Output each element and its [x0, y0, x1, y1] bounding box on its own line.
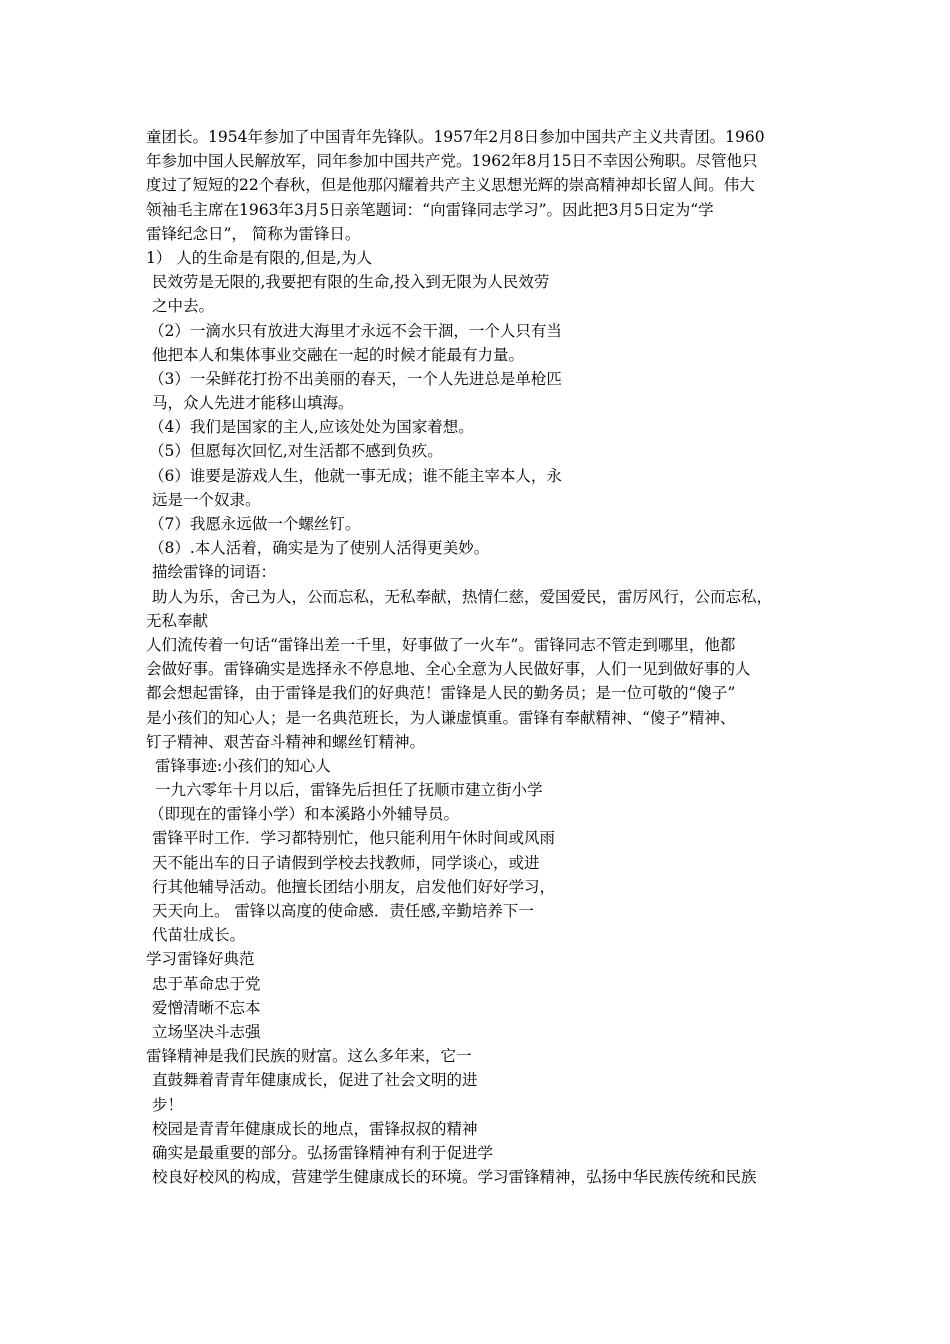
section-heading: 学习雷锋好典范 [146, 950, 255, 969]
text-line: 钉子精神、艰苦奋斗精神和螺丝钉精神。 [146, 732, 426, 751]
text-line: 步！ [152, 1095, 184, 1114]
verse-line: 爱憎清晰不忘本 [152, 998, 261, 1017]
text-line: 他把本人和集体事业交融在一起的时候才能最有力量。 [152, 345, 525, 364]
quote-item-2: （2）一滴水只有放进大海里才永远不会干涸，一个人只有当 [149, 321, 562, 340]
text-line: 是小孩们的知心人；是一名典范班长，为人谦虚慎重。雷锋有奉献精神、“傻子”精神、 [146, 708, 736, 727]
text-line: 天天向上。 雷锋以高度的使命感．责任感,辛勤培养下一 [152, 902, 534, 920]
text-line: 直鼓舞着青青年健康成长，促进了社会文明的进 [152, 1071, 478, 1090]
text-line: 领袖毛主席在1963年3月5日亲笔题词：“向雷锋同志学习”。因此把3月5日定为“学 [146, 200, 714, 219]
text-line: 远是一个奴隶。 [152, 490, 261, 509]
text-line: 雷锋纪念日”， 简称为雷锋日。 [146, 224, 361, 243]
quote-item-6: （6）谁要是游戏人生，他就一事无成；谁不能主宰本人，永 [149, 466, 562, 485]
text-line: 校园是青青年健康成长的地点，雷锋叔叔的精神 [152, 1119, 478, 1138]
document-body [146, 125, 826, 1189]
section-heading: 描绘雷锋的词语： [152, 563, 277, 582]
text-line: 天不能出车的日子请假到学校去找教师，同学谈心，或进 [152, 853, 540, 872]
text-line: 都会想起雷锋，由于雷锋是我们的好典范！雷锋是人民的勤务员；是一位可敬的“傻子” [146, 684, 736, 703]
text-line: 年参加中国人民解放军，同年参加中国共产党。1962年8月15日不幸因公殉职。尽管他只 [146, 152, 758, 171]
text-line: 确实是最重要的部分。弘扬雷锋精神有利于促进学 [152, 1143, 494, 1162]
text-line: （即现在的雷锋小学）和本溪路小外辅导员。 [149, 805, 460, 824]
verse-line: 立场坚决斗志强 [152, 1022, 261, 1041]
quote-item-5: （5）但愿每次回忆,对生活都不感到负疚。 [149, 442, 443, 461]
text-line: 雷锋平时工作．学习都特别忙，他只能利用午休时间或风雨 [152, 829, 556, 848]
quote-item-1: 1） 人的生命是有限的,但是,为人 [146, 248, 373, 267]
text-line: 会做好事。雷锋确实是选择永不停息地、全心全意为人民做好事，人们一见到做好事的人 [146, 660, 751, 679]
text-line: 童团长。1954年参加了中国青年先锋队。1957年2月8日参加中国共产主义共青团。1960 [146, 128, 765, 146]
text-line: 民效劳是无限的,我要把有限的生命,投入到无限为人民效劳 [152, 273, 550, 292]
section-heading: 雷锋事迹:小孩们的知心人 [155, 756, 331, 775]
text-line: 校良好校风的构成，营建学生健康成长的环境。学习雷锋精神，弘扬中华民族传统和民族 [152, 1168, 757, 1187]
text-line: 之中去。 [152, 297, 215, 316]
text-line: 一九六零年十月以后，雷锋先后担任了抚顺市建立街小学 [155, 781, 543, 800]
text-line: 助人为乐，舍己为人，公而忘私，无私奉献，热情仁慈，爱国爱民，雷厉风行，公而忘私， [152, 587, 773, 606]
text-line: 马，众人先进才能移山填海。 [152, 394, 354, 413]
text-line: 无私奉献 [146, 611, 209, 630]
text-line: 雷锋精神是我们民族的财富。这么多年来，它一 [146, 1047, 472, 1066]
quote-item-8: （8）.本人活着，确实是为了使别人活得更美妙。 [149, 539, 490, 558]
quote-item-7: （7）我愿永远做一个螺丝钉。 [149, 515, 361, 533]
text-line: 度过了短短的22个春秋，但是他那闪耀着共产主义思想光辉的崇高精神却长留人间。伟大 [146, 176, 755, 195]
quote-item-3: （3）一朵鲜花打扮不出美丽的春天，一个人先进总是单枪匹 [149, 369, 562, 388]
quote-item-4: （4）我们是国家的主人,应该处处为国家着想。 [149, 418, 474, 437]
verse-line: 忠于革命忠于党 [152, 974, 261, 993]
text-line: 代苗壮成长。 [152, 926, 246, 945]
text-line: 人们流传着一句话“雷锋出差一千里，好事做了一火车”。雷锋同志不管走到哪里，他都 [146, 635, 736, 654]
text-line: 行其他辅导活动。他擅长团结小朋友，启发他们好好学习， [152, 877, 556, 896]
